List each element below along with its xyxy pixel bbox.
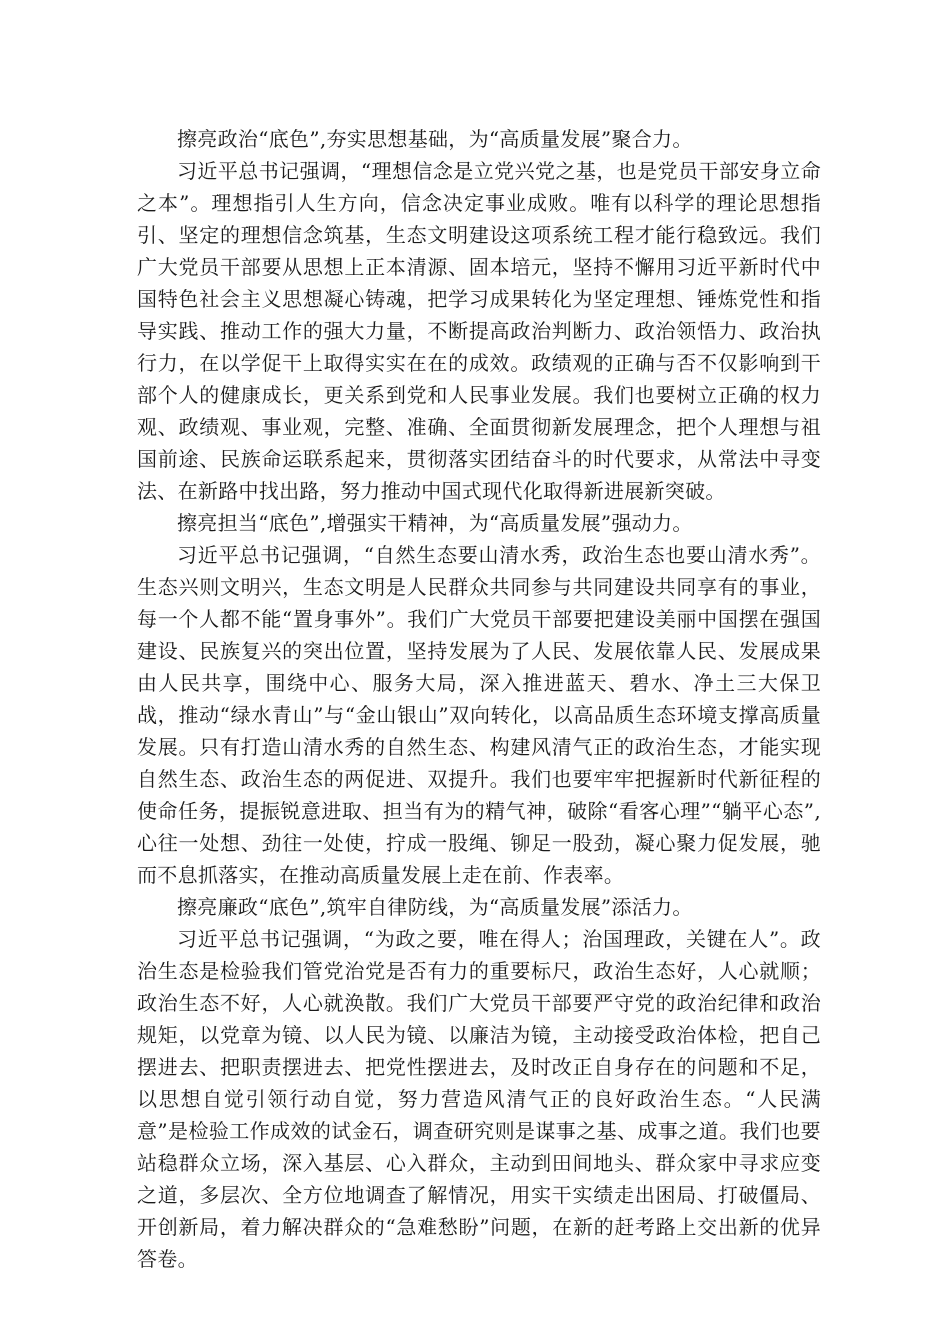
section-heading-1: 擦亮政治“底色”,夯实思想基础，为“高质量发展”聚合力。 bbox=[177, 127, 693, 151]
body-paragraph-1: 习近平总书记强调，“理想信念是立党兴党之基，也是党员干部安身立命之本”。理想指引人生方向，信念决定事业成败。唯有以科学的理论思想指引、坚定的理想信念筑基，生态文明建设这项系统工程才能行稳致远。我们广大党员干部要从思想上正本清源、固本培元，坚持不懈用习近平新时代中国特色社会主义思想凝心铸魂，把学习成果转化为坚定理想、锤炼党性和指导实践、推动工作的强大力量，不断提高政治判断力、政治领悟力、政治执行力，在以学促干上取得实实在在的成效。政绩观的正确与否不仅影响到干部个人的健康成长，更关系到党和人民事业发展。我们也要树立正确的权力观、政绩观、事业观，完整、准确、全面贯彻新发展理念，把个人理想与祖国前途、民族命运联系起来，贯彻落实团结奋斗的时代要求，从常法中寻变法、在新路中找出路，努力推动中国式现代化取得新进展新突破。 bbox=[137, 159, 821, 503]
section-heading-3: 擦亮廉政“底色”,筑牢自律防线，为“高质量发展”添活力。 bbox=[177, 895, 693, 919]
document-body bbox=[137, 123, 821, 1275]
body-paragraph-3: 习近平总书记强调，“为政之要，唯在得人；治国理政，关键在人”。政治生态是检验我们管党治党是否有力的重要标尺，政治生态好，人心就顺；政治生态不好，人心就涣散。我们广大党员干部要严守党的政治纪律和政治规矩，以党章为镜、以人民为镜、以廉洁为镜，主动接受政治体检，把自己摆进去、把职责摆进去、把党性摆进去，及时改正自身存在的问题和不足，以思想自觉引领行动自觉，努力营造风清气正的良好政治生态。“人民满意”是检验工作成效的试金石，调查研究则是谋事之基、成事之道。我们也要站稳群众立场，深入基层、心入群众，主动到田间地头、群众家中寻求应变之道，多层次、全方位地调查了解情况，用实干实绩走出困局、打破僵局、开创新局，着力解决群众的“急难愁盼”问题，在新的赶考路上交出新的优异答卷。 bbox=[137, 927, 821, 1271]
body-paragraph-2: 习近平总书记强调，“自然生态要山清水秀，政治生态也要山清水秀”。生态兴则文明兴，生态文明是人民群众共同参与共同建设共同享有的事业，每一个人都不能“置身事外”。我们广大党员干部要把建设美丽中国摆在强国建设、民族复兴的突出位置，坚持发展为了人民、发展依靠人民、发展成果由人民共享，围绕中心、服务大局，深入推进蓝天、碧水、净土三大保卫战，推动“绿水青山”与“金山银山”双向转化，以高品质生态环境支撑高质量发展。只有打造山清水秀的自然生态、构建风清气正的政治生态，才能实现自然生态、政治生态的两促进、双提升。我们也要牢牢把握新时代新征程的使命任务，提振锐意进取、担当有为的精气神，破除“看客心理”“躺平心态”,心往一处想、劲往一处使，拧成一股绳、铆足一股劲，凝心聚力促发展，驰而不息抓落实，在推动高质量发展上走在前、作表率。 bbox=[137, 543, 821, 887]
section-heading-2: 擦亮担当“底色”,增强实干精神，为“高质量发展”强动力。 bbox=[177, 511, 693, 535]
